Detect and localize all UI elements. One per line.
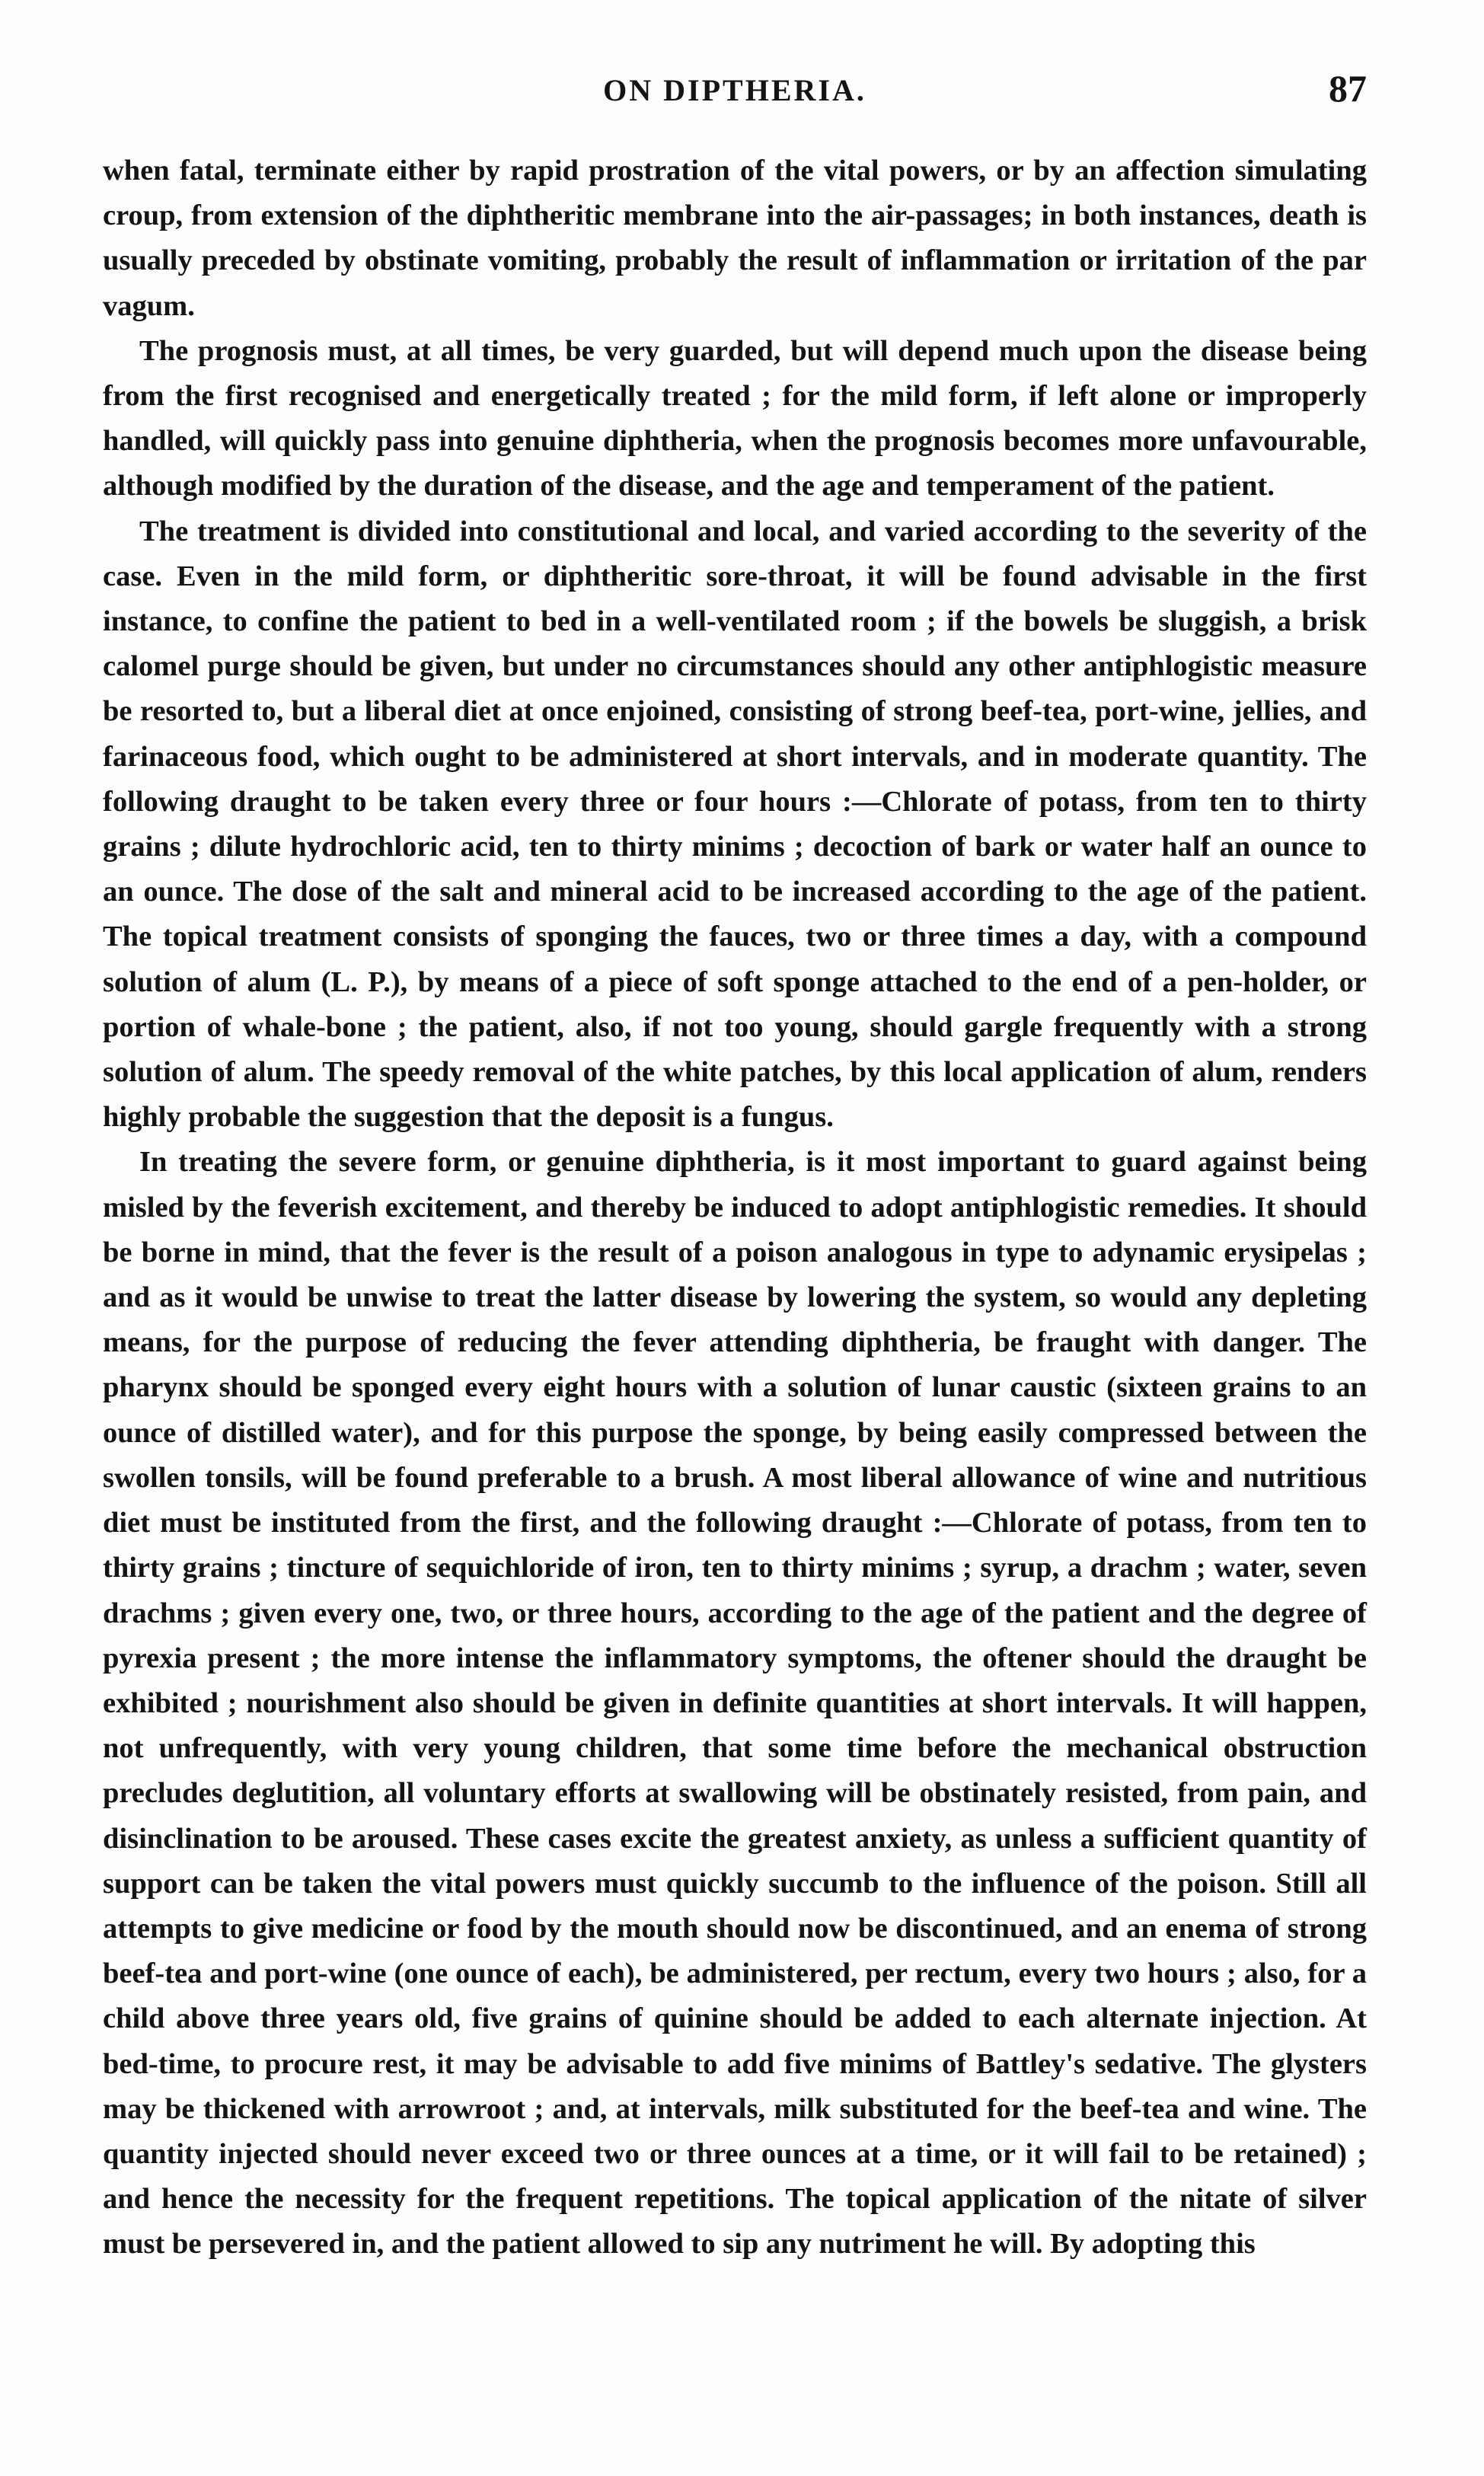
running-title: ON DIPTHERIA. [603, 73, 866, 107]
page-number: 87 [1329, 67, 1367, 110]
paragraph-prognosis: The prognosis must, at all times, be very guarded, but will depend much upon the disease being from the first recognised and energetically treated ; for the mild form, if left alone or improperly handled, will quickly pass into genuine diphtheria, when the prognosis becomes more unfavourable, although modified by the duration of the disease, and the age and temperament of the patient. [103, 334, 1367, 503]
paragraph-severe-form: In treating the severe form, or genuine diphtheria, is it most important to guard against being misled by the feverish excitement, and thereby be induced to adopt antiphlogistic remedies. It should be borne in mind, that the fever is the result of a poison analogous in type to adynamic erysipelas ; and as it would be unwise to treat the latter disease by lowering the system, so would any depleting means, for the purpose of reducing the fever attending diphtheria, be fraught with danger. The pharynx should be sponged every eight hours with a solution of lunar caustic (sixteen grains to an ounce of distilled water), and for this purpose the sponge, by being easily compressed between the swollen tonsils, will be found preferable to a brush. A most liberal allowance of wine and nutritious diet must be instituted from the first, and the following draught :—Chlorate of potass, from ten to thirty grains ; tincture of sequichloride of iron, ten to thirty minims ; syrup, a drachm ; water, seven drachms ; given every one, two, or three hours, according to the age of the patient and the degree of pyrexia present ; the more intense the inflammatory symptoms, the oftener should the draught be exhibited ; nourishment also should be given in definite quantities at short intervals. It will happen, not unfrequently, with very young children, that some time before the mechanical obstruction precludes deglutition, all voluntary efforts at swallowing will be obstinately resisted, from pain, and disinclination to be aroused. These cases excite the greatest anxiety, as unless a sufficient quantity of support can be taken the vital powers must quickly succumb to the influence of the poison. Still all attempts to give medicine or food by the mouth should now be discontinued, and an enema of strong beef-tea and port-wine (one ounce of each), be administered, per rectum, every two hours ; also, for a child above three years old, five grains of quinine should be added to each alternate injection. At bed-time, to procure rest, it may be advisable to add five minims of Battley's sedative. The glysters may be thickened with arrowroot ; and, at intervals, milk substituted for the beef-tea and wine. The quantity injected should never exceed two or three ounces at a time, or it will fail to be retained) ; and hence the necessity for the frequent repetitions. The topical application of the nitate of silver must be persevered in, and the patient allowed to sip any nutriment he will. By adopting this [103, 1146, 1367, 2261]
body-text [103, 148, 1367, 2267]
paragraph-treatment: The treatment is divided into constitutional and local, and varied according to the severity of the case. Even in the mild form, or diphtheritic sore-throat, it will be found advisable in the first instance, to confine the patient to bed in a well-ventilated room ; if the bowels be sluggish, a brisk calomel purge should be given, but under no circumstances should any other antiphlogistic measure be resorted to, but a liberal diet at once enjoined, consisting of strong beef-tea, port-wine, jellies, and farinaceous food, which ought to be administered at short intervals, and in moderate quantity. The following draught to be taken every three or four hours :—Chlorate of potass, from ten to thirty grains ; dilute hydrochloric acid, ten to thirty minims ; decoction of bark or water half an ounce to an ounce. The dose of the salt and mineral acid to be increased according to the age of the patient. The topical treatment consists of sponging the fauces, two or three times a day, with a compound solution of alum (L. P.), by means of a piece of soft sponge attached to the end of a pen-holder, or portion of whale-bone ; the patient, also, if not too young, should gargle frequently with a strong solution of alum. The speedy removal of the white patches, by this local application of alum, renders highly probable the suggestion that the deposit is a fungus. [103, 515, 1367, 1134]
paragraph-continuation: when fatal, terminate either by rapid prostration of the vital powers, or by an affection simulating croup, from extension of the diphtheritic membrane into the air-passages; in both instances, death is usually preceded by obstinate vomiting, probably the result of inflammation or irritation of the par vagum. [103, 155, 1367, 322]
page-header [103, 67, 1367, 118]
